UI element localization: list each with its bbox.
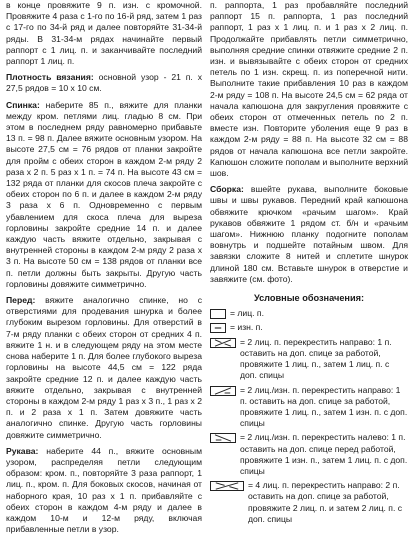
intro-paragraph: в конце провяжите 9 п. изн. с кромочной. Провяжите 4 раза с 1-го по 16-й ряд, затем 1 раз с 17-го по 34-й ряд и далее повторяйте 31-34-й ряды. В 31-34-м рядах начинайте первый раппорт с 1 лиц. п. и заканчивайте последний раппорт 1 лиц. п.: [6, 0, 202, 67]
legend: [210, 308, 408, 525]
assembly-heading: Сборка:: [210, 184, 244, 195]
legend-item: = 2 лиц. п. перекрестить направо: 1 п. оставить на доп. спице за работой, провяжите 1 лиц. п., затем 1 лиц. п. с доп. спицы: [210, 337, 408, 382]
assembly-paragraph: Сборка: вшейте рукава, выполните боковые швы и швы рукавов. Передний край капюшона обвяжите крючком «рачьим шагом». Край рукавов обвяжите 1 рядом ст. б/н и «рачьим шагом». Нижнюю планку подогните пополам вовнутрь и подшейте потайным швом. Для завязки сложите 8 нитей и сплетите шнурок длиной 180 см. Вставьте шнурок в отверстие и завяжите (см. фото).: [210, 184, 408, 284]
legend-item: = лиц. п.: [210, 308, 408, 319]
dash-square-icon: [210, 323, 226, 333]
hood-paragraph: п. раппорта, 1 раз пробавляйте последний раппорт 15 п. раппорта, 1 раз последний раппорт, 1 раз x 1 лиц. п. и 1 раз x 2 лиц. п. Продолжайте прибавлять петли симметрично, выполняя средние спинки отвяжите средние 2 п. изн. и вывязывайте с обеих сторон от средних петель по 1 изн. скрещ. п. из поперечной нити. Выполните такие прибавления 10 раз в каждом 2-м ряду = 108 п. На высоте 24,5 см = 62 ряда от начала капюшона для закругления провяжите с обеих сторон от отмеченных петель по 2 п. вместе изн. Повторите уболения еще 9 раз в каждом 2-м ряду = 88 п. На высоте 32 см = 88 рядов от начала капюшона все петли закройте. Капюшон сложите пополам и выполните верхний шов.: [210, 0, 408, 179]
right-cross-purl-icon: [210, 386, 236, 396]
legend-title: Условные обозначения:: [253, 293, 365, 304]
empty-square-icon: [210, 309, 226, 319]
left-cross-purl-icon: [210, 433, 236, 443]
gauge-heading: Плотность вязания:: [6, 72, 94, 83]
right-column: [210, 0, 408, 525]
back-heading: Спинка:: [6, 99, 40, 110]
four-cross-icon: [210, 481, 244, 491]
sleeves-paragraph: Рукава: наберите 44 п., вяжите основным узором, распределяя петли следующим образом: кром. п., повторяйте 3 раза раппорт, 1 лиц. п., кром. п. Для боковых скосов, начиная от наборного края, 10 раз x 1 п. прибавляйте с обеих сторон в каждом 4-м ряду и далее в каждом 10-м и 12-м ряду, включая прибавленные петли в узор.: [6, 445, 202, 535]
legend-item: = 2 лиц./изн. п. перекрестить направо: 1 п. оставить на доп. спице за работой, провяжите 1 лиц. п., затем 1 изн. п. с доп. спицы: [210, 385, 408, 430]
sleeves-heading: Рукава:: [6, 445, 39, 456]
legend-item: = 2 лиц./изн. п. перекрестить налево: 1 п. оставить на доп. спице перед работой, провяжите 1 изн. п., затем 1 лиц. п. с доп. спицы: [210, 432, 408, 477]
back-paragraph: Спинка: наберите 85 п., вяжите для планки между кром. петлями лиц. гладью 8 см. При этом в последнем ряду равномерно прибавьте 13 п. = 98 п. Далее вяжите основным узором. На высоте 27,5 см = 76 рядов от планки закройте для пройм с обеих сторон в каждом 2-м ряду 2 раза x 2 п. 5 раз x 1 п. = 74 п. На высоте 43 см = 132 ряда от планки для скосов плеча закройте с обеих сторон по 6 п. и далее в каждом 2-м ряду 3 раза x 6 п. Одновременно с первым убавлением для скоса плеча для выреза горловины закройте средние 14 п. и далее каждую часть вяжите отдельно, закрывая с внутренней стороны в каждом 2-м ряду 2 раза x 3 п. На высоте 50 см = 138 рядов от планки все п. петли должны быть закрыты. Другую часть горловины довяжите симметрично.: [6, 99, 202, 289]
front-paragraph: Перед: вяжите аналогично спинке, но с отверстиями для продевания шнурка и более глубоким вырезом горловины. Для отверстий в 7-м ряду планки с обеих сторон от средних 4 п. вяжите 1 н. и в следующем ряду на этом месте снова наберите 1 п. Для более глубокого выреза горловины на высоте 44,5 см = 122 ряда закройте средние 12 п. и далее каждую часть вяжите отдельно, закрывая с внутренней стороны в каждом 2-м ряду 1 раз x 3 п., 1 раз x 2 п. и 2 раза x 1 п. Затем довяжите часть аналогично спинке. Другую часть горловины довяжите симметрично.: [6, 295, 202, 440]
legend-item: = 4 лиц. п. перекрестить направо: 2 п. оставить на доп. спице за работой, провяжите 2 лиц. п. и затем 2 лиц. п. с доп. спицы: [210, 480, 408, 525]
right-cross-icon: [210, 338, 236, 348]
front-heading: Перед:: [6, 295, 36, 306]
left-column: [6, 0, 202, 535]
gauge-paragraph: Плотность вязания: основной узор - 21 п. x 27,5 рядов = 10 x 10 см.: [6, 72, 202, 94]
legend-item: = изн. п.: [210, 322, 408, 333]
